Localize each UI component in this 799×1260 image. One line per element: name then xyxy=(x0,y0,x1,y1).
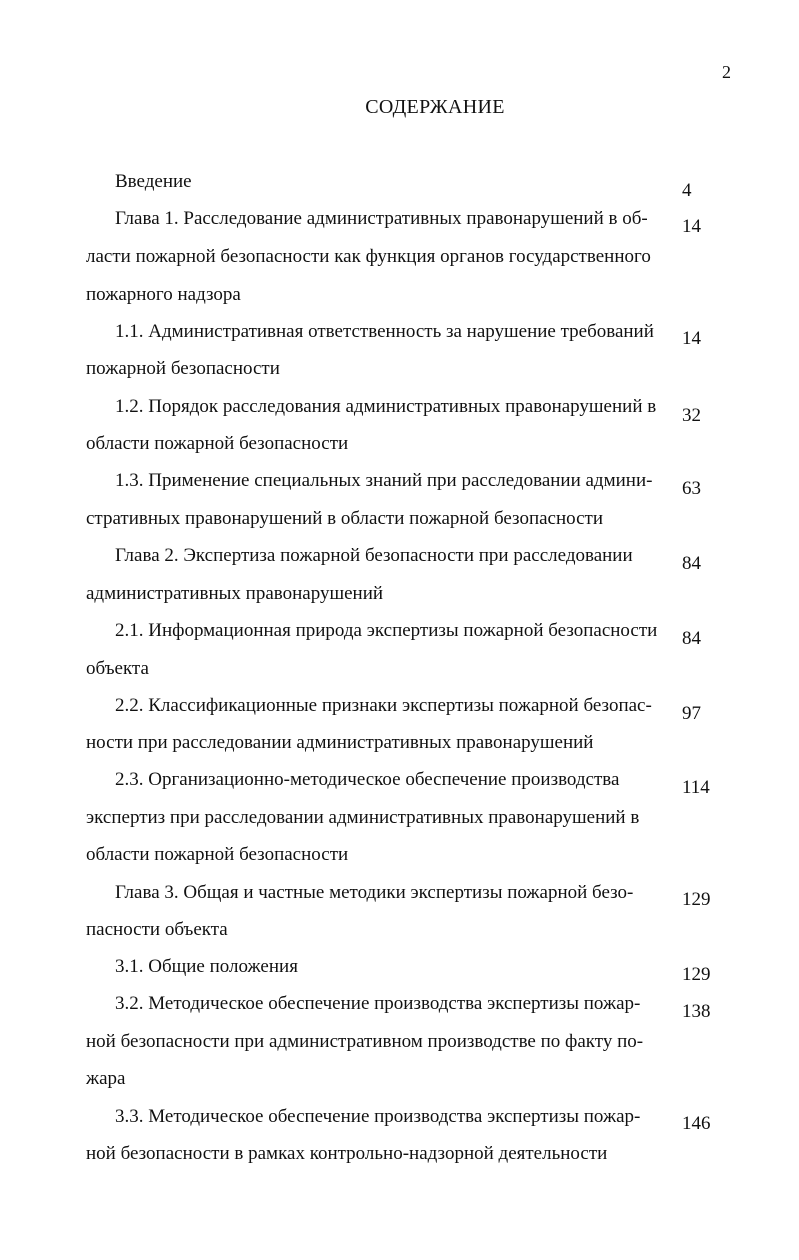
toc-entry-line: Введение xyxy=(115,171,192,192)
toc-entry-line: ной безопасности при административном производстве по факту по- xyxy=(86,1031,644,1052)
toc-entry-line: административных правонарушений xyxy=(86,583,384,604)
toc-entry-line: 3.3. Методическое обеспечение производства экспертизы пожар- xyxy=(115,1106,641,1127)
toc-entry-line: пожарного надзора xyxy=(86,284,241,305)
toc-entry-line: 1.2. Порядок расследования административных правонарушений в xyxy=(115,396,657,417)
toc-page-number: 146 xyxy=(682,1113,711,1134)
toc-entry-line: Глава 1. Расследование административных правонарушений в об- xyxy=(115,208,648,229)
toc-page-number: 14 xyxy=(682,328,701,349)
toc-entry-line: области пожарной безопасности xyxy=(86,844,349,865)
toc-page-number: 84 xyxy=(682,553,701,574)
toc-entry-line: жара xyxy=(86,1068,126,1089)
toc-page-number: 129 xyxy=(682,964,711,985)
toc-entry-line: 2.2. Классификационные признаки экспертизы пожарной безопас- xyxy=(115,695,652,716)
toc-entry-line: 2.3. Организационно-методическое обеспечение производства xyxy=(115,769,620,790)
toc-entry-line: пасности объекта xyxy=(86,919,228,940)
page-title: СОДЕРЖАНИЕ xyxy=(365,96,505,118)
toc-page-number: 4 xyxy=(682,180,692,201)
toc-page-number: 114 xyxy=(682,777,710,798)
toc-entry-line: Глава 3. Общая и частные методики экспертизы пожарной безо- xyxy=(115,882,634,903)
toc-entry-line: 3.2. Методическое обеспечение производства экспертизы пожар- xyxy=(115,993,641,1014)
toc-entry-line: ласти пожарной безопасности как функция органов государственного xyxy=(86,246,651,267)
toc-page-number: 129 xyxy=(682,889,711,910)
toc-entry-line: 3.1. Общие положения xyxy=(115,956,298,977)
toc-entry-line: Глава 2. Экспертиза пожарной безопасности при расследовании xyxy=(115,545,633,566)
toc-page-number: 63 xyxy=(682,478,701,499)
toc-entry-line: ности при расследовании административных правонарушений xyxy=(86,732,594,753)
toc-page-number: 14 xyxy=(682,216,701,237)
toc-entry-line: области пожарной безопасности xyxy=(86,433,349,454)
toc-entry-line: экспертиз при расследовании административных правонарушений в xyxy=(86,807,640,828)
toc-page-number: 32 xyxy=(682,405,701,426)
toc-entry-line: 2.1. Информационная природа экспертизы пожарной безопасности xyxy=(115,620,658,641)
toc-entry-line: 1.1. Административная ответственность за нарушение требований xyxy=(115,321,654,342)
toc-entry-line: ной безопасности в рамках контрольно-надзорной деятельности xyxy=(86,1143,608,1164)
toc-entry-line: пожарной безопасности xyxy=(86,358,280,379)
toc-entry-line: 1.3. Применение специальных знаний при расследовании админи- xyxy=(115,470,653,491)
toc-entry-line: объекта xyxy=(86,658,149,679)
toc-page-number: 97 xyxy=(682,703,701,724)
toc-page-number: 138 xyxy=(682,1001,711,1022)
toc-entry-line: стративных правонарушений в области пожарной безопасности xyxy=(86,508,604,529)
page-number: 2 xyxy=(722,62,731,82)
toc-page-number: 84 xyxy=(682,628,701,649)
